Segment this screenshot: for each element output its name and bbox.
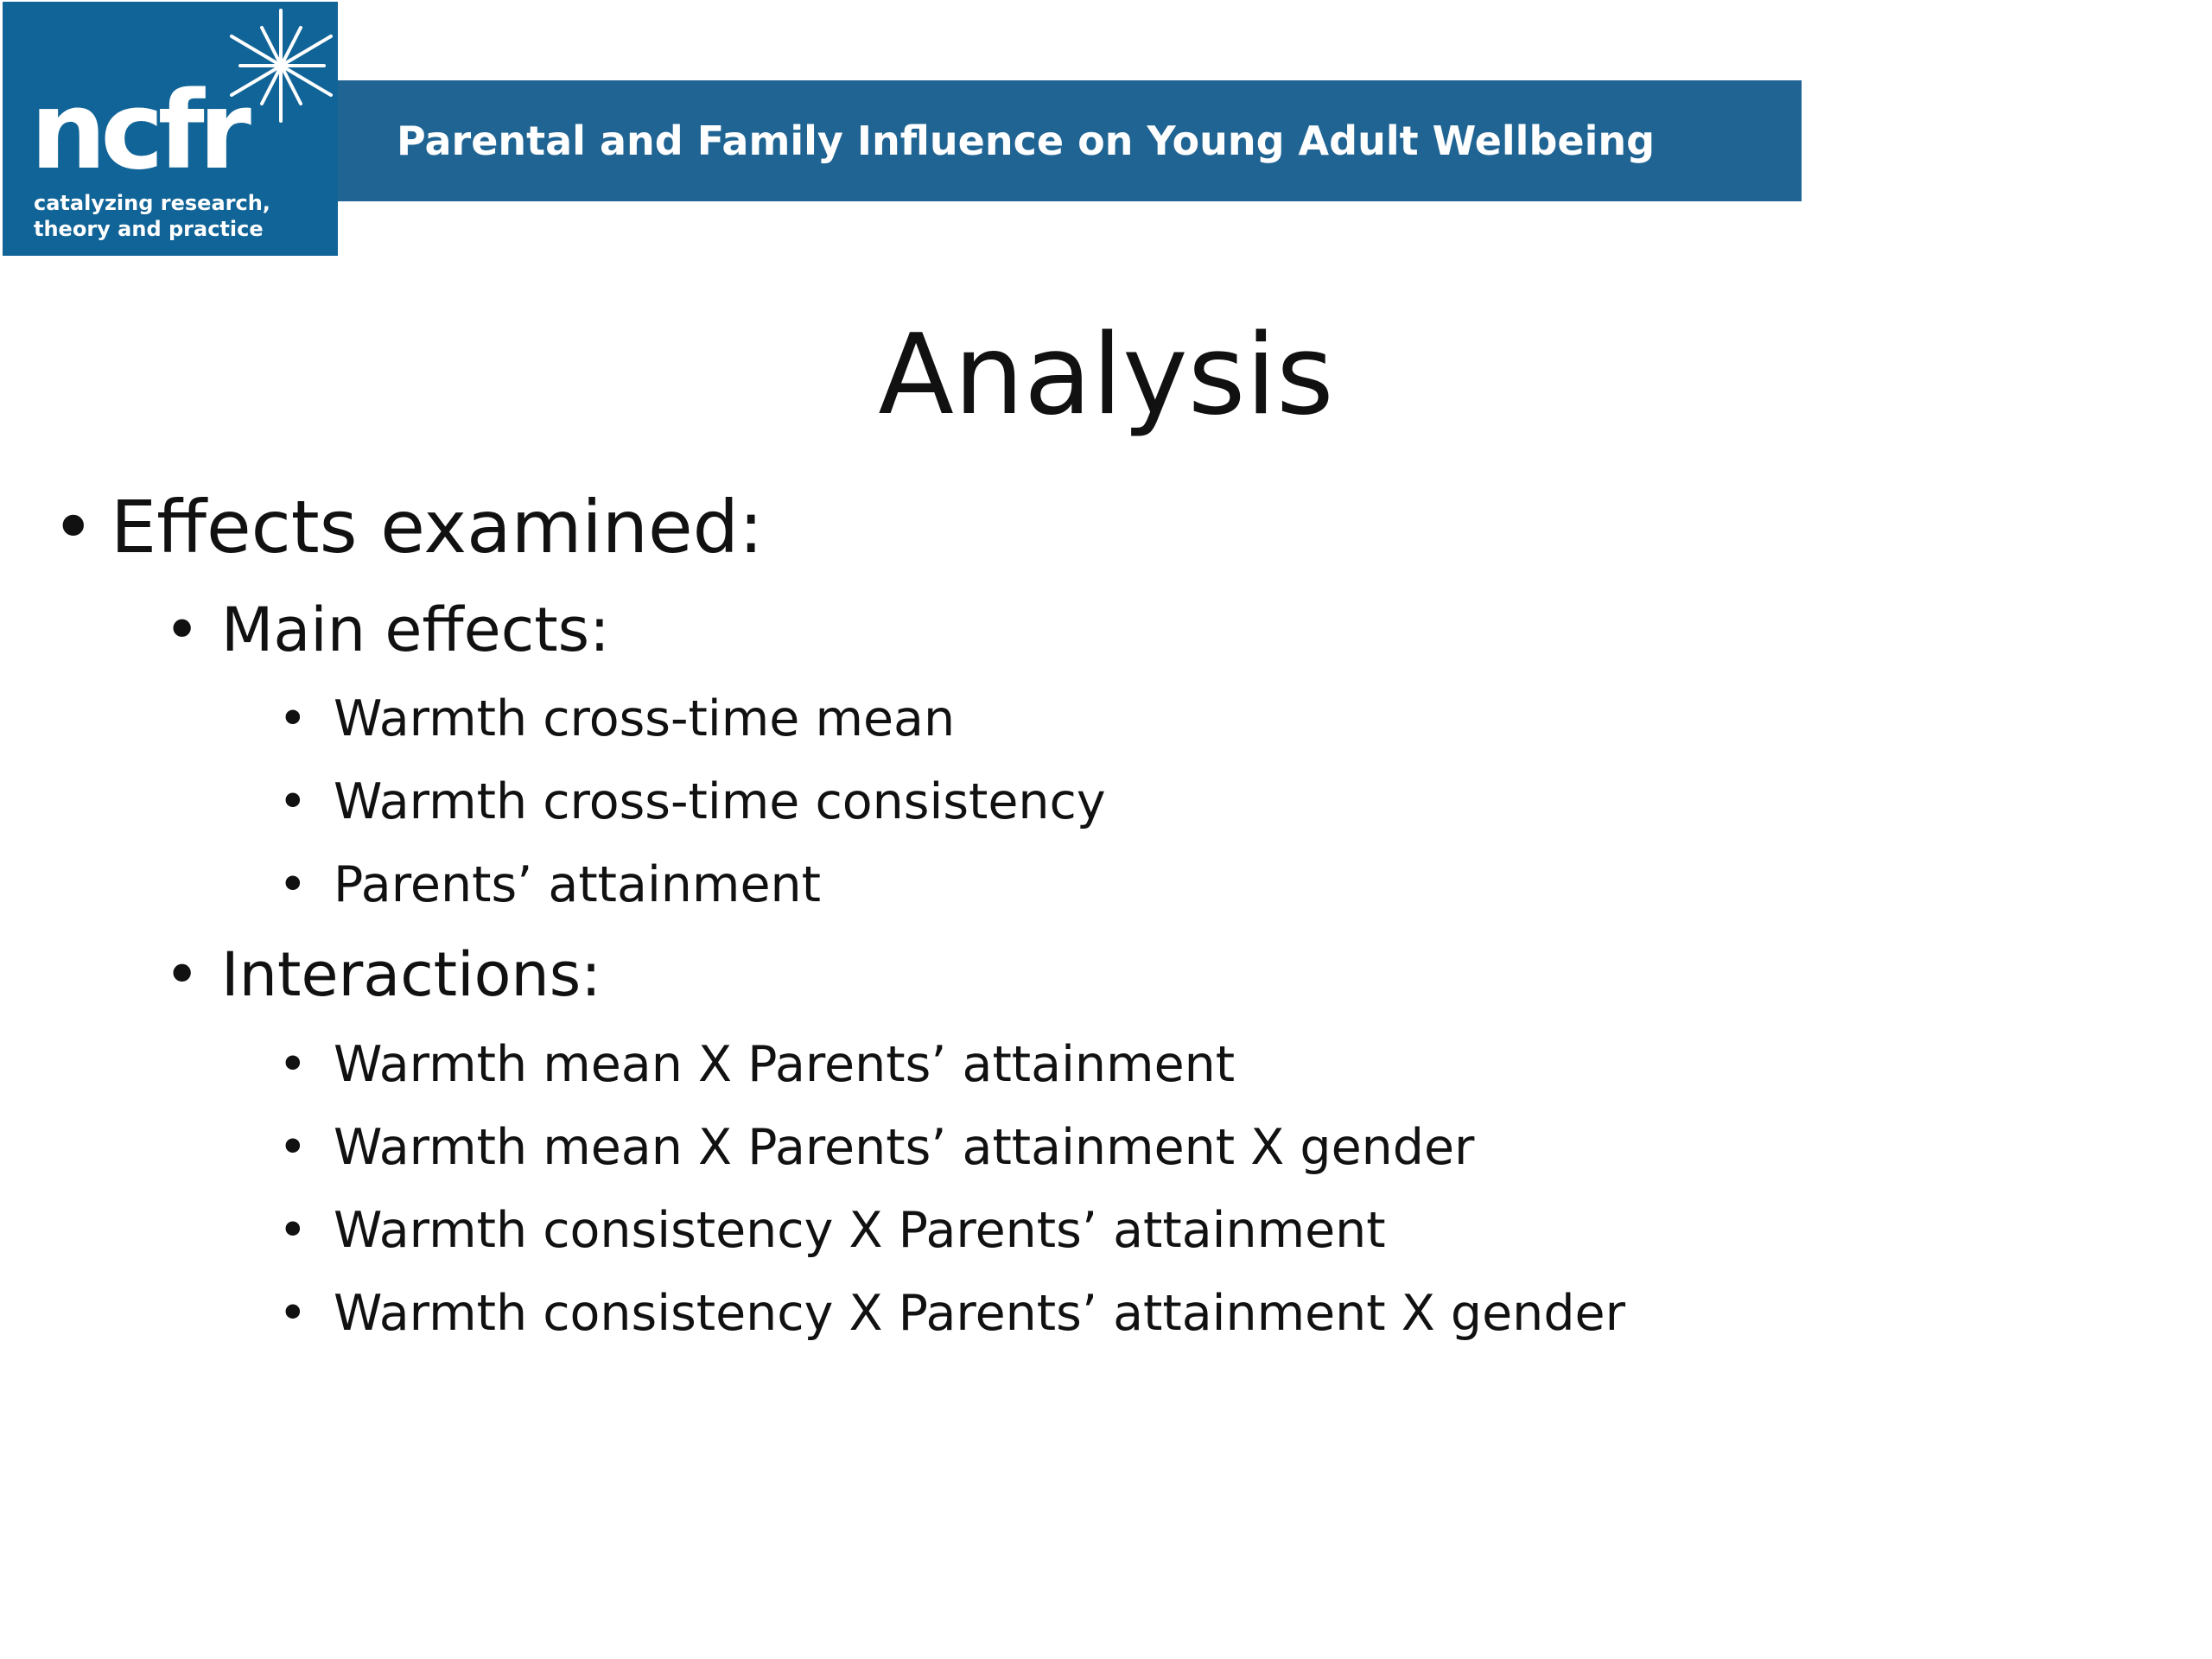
bullet-text: Warmth consistency X Parents’ attainment X gender (334, 1285, 1625, 1342)
bullet-text: Warmth cross-time consistency (334, 773, 1106, 830)
bullet-text: Main effects: (221, 594, 610, 665)
bullet-text: Effects examined: (111, 485, 764, 569)
banner-title: Parental and Family Influence on Young Adult Wellbeing (397, 118, 1656, 164)
bullet-dot: • (164, 594, 200, 665)
bullet-text: Warmth mean X Parents’ attainment X gender (334, 1119, 1475, 1176)
bullet-text: Warmth cross-time mean (334, 690, 956, 747)
logo-tagline-line1: catalyzing research, (34, 191, 270, 215)
bullet-dot: • (278, 856, 308, 913)
bullet-dot: • (52, 485, 95, 569)
bullet-text: Interactions: (221, 939, 601, 1010)
header-banner (338, 80, 1802, 201)
logo-tagline-line2: theory and practice (34, 217, 264, 241)
bullet-text: Warmth mean X Parents’ attainment (334, 1036, 1236, 1093)
logo-wordmark: ncfr (30, 69, 245, 194)
bullet-dot: • (278, 1202, 308, 1259)
bullet-text: Parents’ attainment (334, 856, 821, 913)
ncfr-logo (3, 2, 338, 256)
bullet-dot: • (278, 690, 308, 747)
bullet-dot: • (278, 773, 308, 830)
bullet-dot: • (164, 939, 200, 1010)
bullet-dot: • (278, 1119, 308, 1176)
bullet-dot: • (278, 1285, 308, 1342)
bullet-dot: • (278, 1036, 308, 1093)
slide-title: Analysis (878, 311, 1334, 440)
logo-tagline (34, 190, 270, 242)
bullet-text: Warmth consistency X Parents’ attainment (334, 1202, 1386, 1259)
